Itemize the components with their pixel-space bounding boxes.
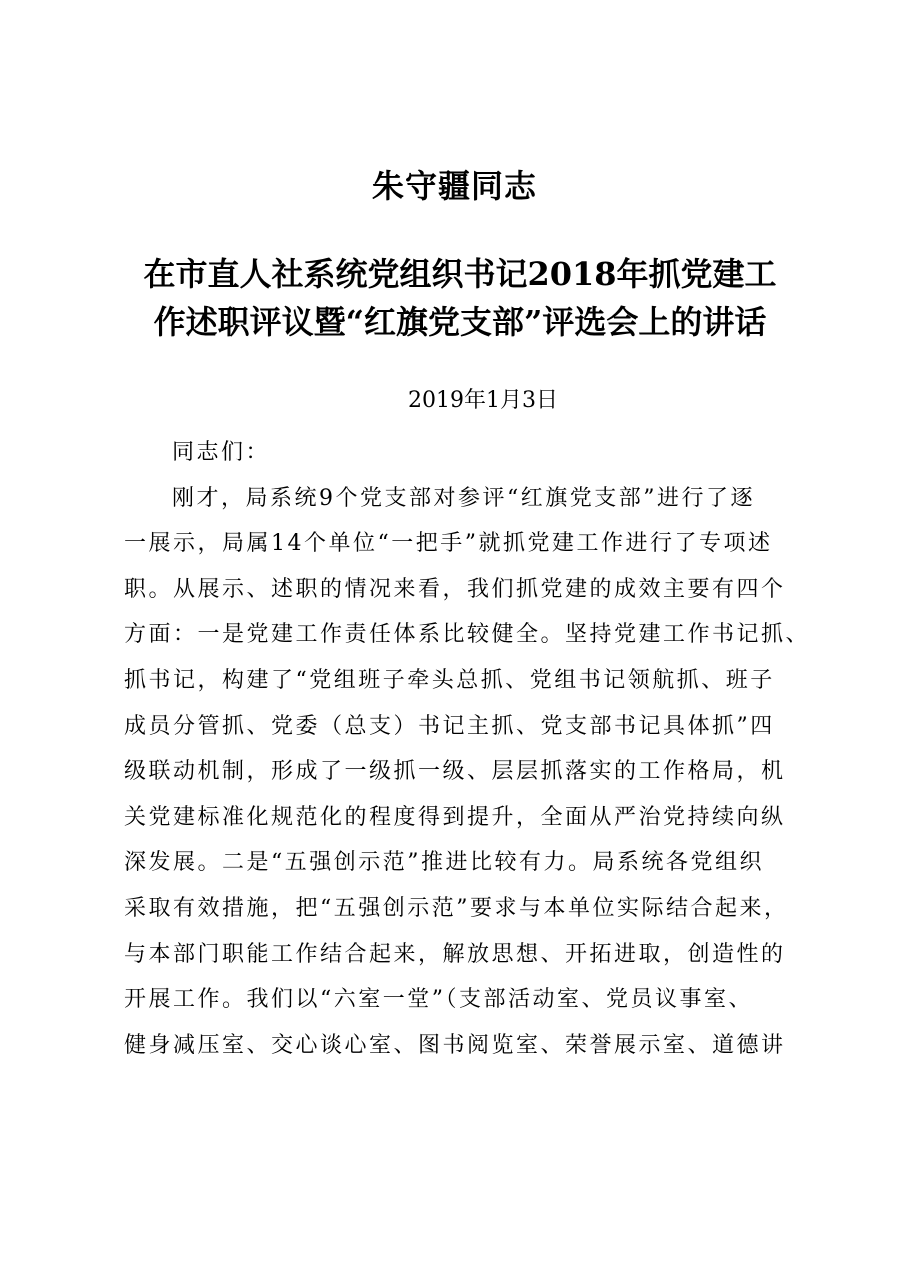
speaker-name: 朱守疆同志 [371, 167, 537, 205]
paragraph-line: 健身减压室、交心谈心室、图书阅览室、荣誉展示室、道德讲 [124, 1032, 786, 1058]
paragraph-line: 级联动机制，形成了一级抓一级、层层抓落实的工作格局，机 [124, 759, 786, 785]
speech-title [120, 250, 800, 346]
paragraph-line: 刚才，局系统9个党支部对参评“红旗党支部”进行了逐 [172, 485, 755, 511]
paragraph-line: 抓书记，构建了“党组班子牵头总抓、党组书记领航抓、班子 [124, 667, 775, 693]
paragraph-line: 成员分管抓、党委（总支）书记主抓、党支部书记具体抓”四 [124, 713, 775, 739]
speech-title-line-1: 在市直人社系统党组织书记2018年抓党建工 [143, 255, 777, 293]
paragraph-line: 职。从展示、述职的情况来看，我们抓党建的成效主要有四个 [124, 576, 786, 602]
paragraph-line: 开展工作。我们以“六室一堂”（支部活动室、党员议事室、 [124, 987, 753, 1013]
speech-date: 2019年1月3日 [408, 388, 558, 413]
paragraph-line: 方面：一是党建工作责任体系比较健全。坚持党建工作书记抓、 [124, 622, 811, 648]
paragraph-line: 采取有效措施，把“五强创示范”要求与本单位实际结合起来， [124, 895, 789, 921]
paragraph-line: 与本部门职能工作结合起来，解放思想、开拓进取，创造性的 [124, 941, 786, 967]
speech-title-line-2: 作述职评议暨“红旗党支部”评选会上的讲话 [153, 303, 767, 341]
speech-body [124, 430, 811, 1068]
salutation: 同志们： [172, 440, 271, 465]
paragraph-line: 深发展。二是“五强创示范”推进比较有力。局系统各党组织 [124, 850, 764, 876]
paragraph-line: 一展示，局属14个单位“一把手”就抓党建工作进行了专项述 [124, 531, 773, 557]
paragraph-line: 关党建标准化规范化的程度得到提升，全面从严治党持续向纵 [124, 804, 786, 830]
